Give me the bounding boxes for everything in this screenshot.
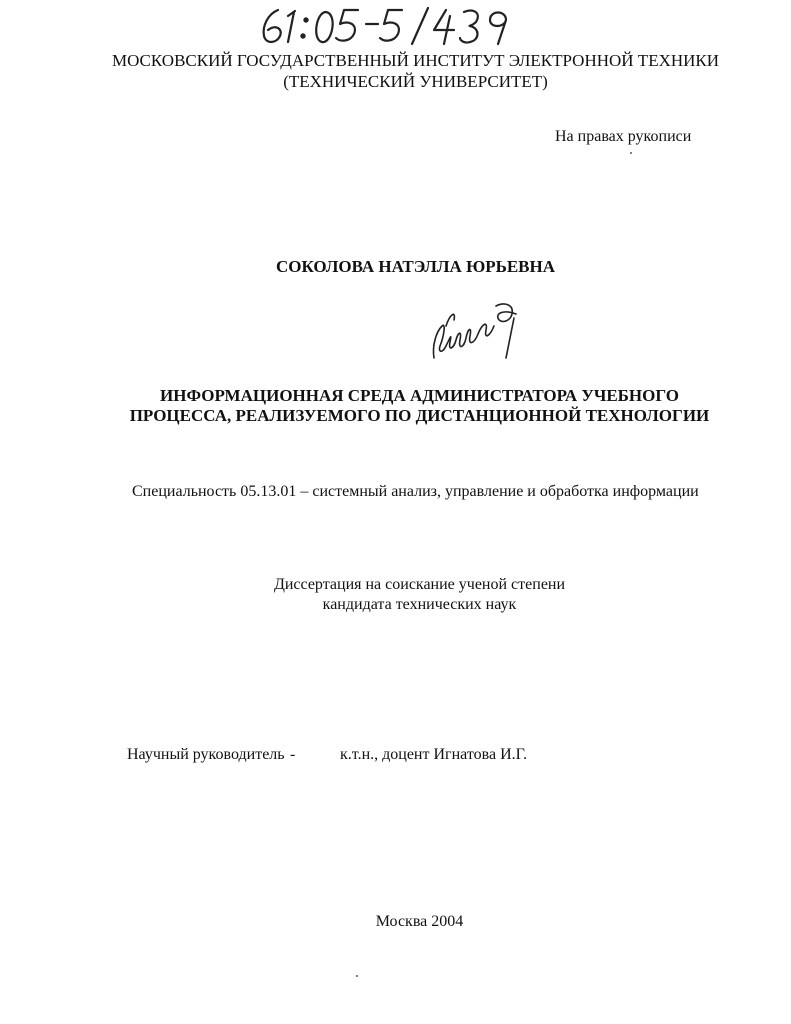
supervisor-label: Научный руководитель <box>127 746 285 763</box>
degree-line-1: Диссертация на соискание ученой степени <box>273 576 566 593</box>
supervisor-dash: - <box>290 746 296 763</box>
author-signature <box>426 296 526 364</box>
degree-line-2: кандидата технических наук <box>322 596 517 613</box>
dissertation-title-line-1: ИНФОРМАЦИОННАЯ СРЕДА АДМИНИСТРАТОРА УЧЕБНОГО <box>160 386 679 405</box>
supervisor-name: к.т.н., доцент Игнатова И.Г. <box>340 746 528 763</box>
institution-subtitle: (ТЕХНИЧЕСКИЙ УНИВЕРСИТЕТ) <box>283 72 548 91</box>
specialty: Специальность 05.13.01 – системный анализ, управление и обработка информации <box>132 483 699 500</box>
author-name: СОКОЛОВА НАТЭЛЛА ЮРЬЕВНА <box>275 257 556 276</box>
scan-speck <box>630 152 632 154</box>
city-year: Москва 2004 <box>375 913 464 930</box>
scan-speck <box>356 975 358 977</box>
archive-number-handwritten <box>250 2 550 50</box>
institution-name: МОСКОВСКИЙ ГОСУДАРСТВЕННЫЙ ИНСТИТУТ ЭЛЕКТРОННОЙ ТЕХНИКИ <box>111 51 720 70</box>
dissertation-title-line-2: ПРОЦЕССА, РЕАЛИЗУЕМОГО ПО ДИСТАНЦИОННОЙ ТЕХНОЛОГИИ <box>129 406 710 425</box>
manuscript-note: На правах рукописи <box>555 128 692 145</box>
